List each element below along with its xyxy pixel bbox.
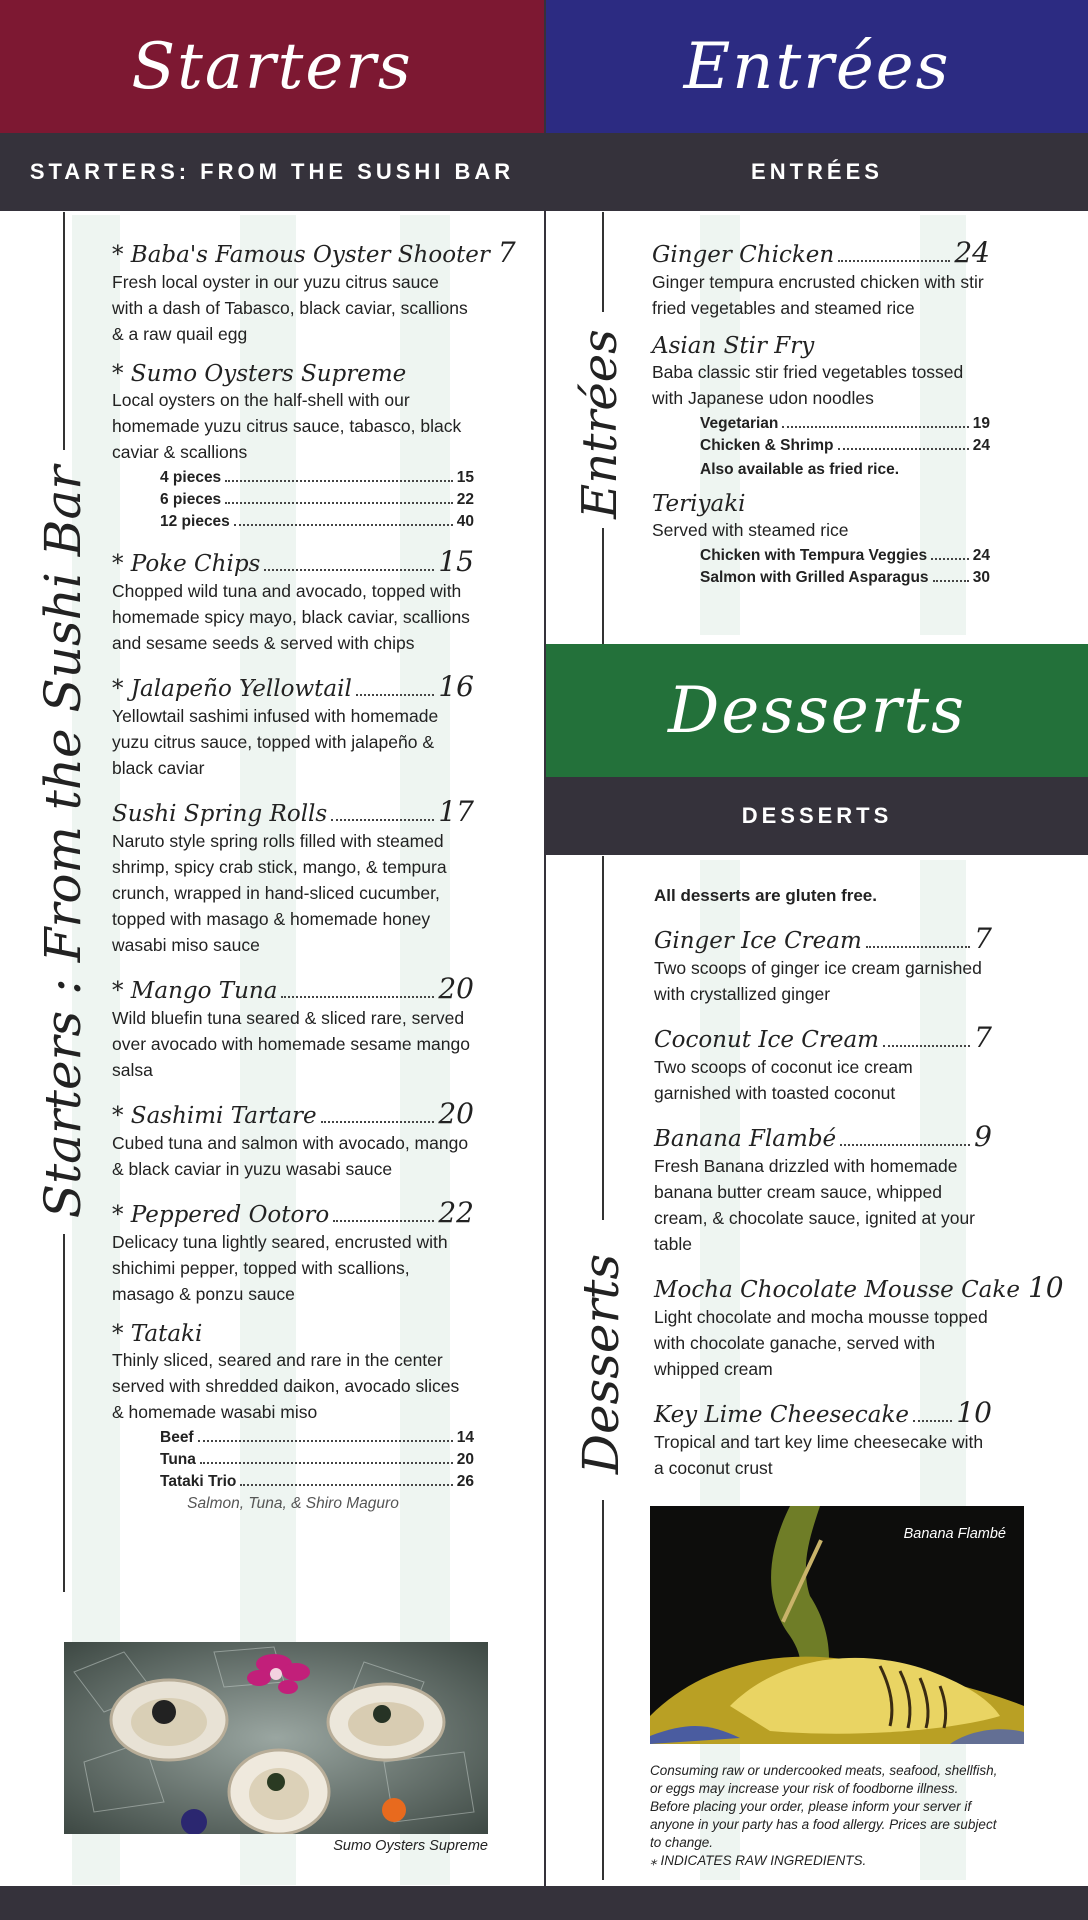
menu-item-name: Banana Flambé bbox=[654, 1126, 837, 1152]
leader-dots bbox=[838, 260, 950, 262]
menu-item bbox=[112, 1196, 474, 1307]
leader-dots bbox=[356, 694, 435, 696]
menu-item-description: Light chocolate and mocha mousse topped with chocolate ganache, served with whipped cream bbox=[654, 1307, 988, 1379]
menu-item-name: Ginger Ice Cream bbox=[654, 928, 862, 954]
menu-item-name: Key Lime Cheesecake bbox=[654, 1402, 910, 1428]
desserts-banner: Desserts bbox=[546, 644, 1088, 777]
menu-item-name: Teriyaki bbox=[652, 491, 746, 517]
raw-ingredients-note: ⁎ INDICATES RAW INGREDIENTS. bbox=[650, 1853, 867, 1868]
menu-item bbox=[112, 1097, 474, 1182]
entrees-side-title: Entrées bbox=[572, 329, 628, 519]
menu-item-header bbox=[112, 972, 474, 1005]
menu-item-price: 7 bbox=[497, 236, 516, 269]
menu-item-options bbox=[160, 469, 474, 531]
entrees-menu bbox=[652, 236, 990, 599]
option-row bbox=[700, 415, 990, 433]
starters-menu bbox=[112, 236, 516, 1527]
menu-item-name: Ginger Chicken bbox=[652, 242, 835, 268]
menu-item-name: * Mango Tuna bbox=[112, 978, 278, 1004]
option-price: 19 bbox=[972, 415, 990, 432]
menu-item-note: Also available as fried rice. bbox=[700, 461, 900, 478]
menu-item-header bbox=[654, 1021, 992, 1054]
menu-item-options bbox=[700, 415, 990, 455]
menu-item-description: Ginger tempura encrusted chicken with stir fried vegetables and steamed rice bbox=[652, 272, 984, 318]
starters-subbanner: STARTERS: FROM THE SUSHI BAR bbox=[0, 133, 544, 211]
menu-item-description: Thinly sliced, seared and rare in the center served with shredded daikon, avocado slices & homemade wasabi miso bbox=[112, 1350, 460, 1422]
menu-item bbox=[652, 491, 990, 587]
menu-item-name: Mocha Chocolate Mousse Cake bbox=[654, 1277, 1020, 1303]
option-label: Tataki Trio bbox=[160, 1473, 237, 1490]
option-label: Chicken & Shrimp bbox=[700, 437, 834, 454]
disclaimer bbox=[650, 1762, 1000, 1870]
menu-item-header bbox=[112, 1321, 474, 1347]
leader-dots bbox=[198, 1440, 453, 1442]
menu-item-header bbox=[112, 545, 474, 578]
menu-item-description: Two scoops of ginger ice cream garnished with crystallized ginger bbox=[654, 958, 982, 1004]
menu-item-price: 24 bbox=[954, 236, 990, 269]
column-divider bbox=[544, 0, 546, 1888]
leader-dots bbox=[866, 946, 970, 948]
banana-flambe-caption: Banana Flambé bbox=[903, 1526, 1006, 1542]
menu-item-price: 10 bbox=[956, 1396, 992, 1429]
menu-item-price: 15 bbox=[438, 545, 474, 578]
menu-item-header bbox=[112, 361, 474, 387]
menu-item-price: 9 bbox=[974, 1120, 992, 1153]
menu-item bbox=[112, 972, 474, 1083]
desserts-side-line-top bbox=[602, 856, 604, 1220]
leader-dots bbox=[200, 1462, 453, 1464]
menu-item-description: Local oysters on the half-shell with our homemade yuzu citrus sauce, tabasco, black caviar & scallions bbox=[112, 390, 462, 462]
menu-item-name: * Peppered Ootoro bbox=[112, 1202, 330, 1228]
menu-item bbox=[112, 236, 516, 347]
leader-dots bbox=[333, 1220, 434, 1222]
menu-item-header bbox=[654, 1271, 1064, 1304]
leader-dots bbox=[321, 1121, 435, 1123]
leader-dots bbox=[234, 524, 453, 526]
leader-dots bbox=[913, 1420, 952, 1422]
menu-item-description: Yellowtail sashimi infused with homemade yuzu citrus sauce, topped with jalapeño & black caviar bbox=[112, 706, 439, 778]
option-price: 40 bbox=[456, 513, 474, 530]
menu-item-description: Delicacy tuna lightly seared, encrusted with shichimi pepper, topped with scallions, masago & ponzu sauce bbox=[112, 1232, 448, 1304]
option-label: Tuna bbox=[160, 1451, 196, 1468]
desserts-intro: All desserts are gluten free. bbox=[654, 886, 877, 905]
leader-dots bbox=[240, 1484, 452, 1486]
menu-item bbox=[112, 795, 474, 958]
option-price: 20 bbox=[456, 1451, 474, 1468]
option-row bbox=[160, 1429, 474, 1447]
menu-item-description: Served with steamed rice bbox=[652, 520, 849, 540]
menu-item-name: Asian Stir Fry bbox=[652, 333, 815, 359]
menu-item bbox=[112, 361, 474, 531]
option-label: Salmon with Grilled Asparagus bbox=[700, 569, 929, 586]
menu-item-name: Sushi Spring Rolls bbox=[112, 801, 328, 827]
option-price: 26 bbox=[456, 1473, 474, 1490]
menu-item-price: 22 bbox=[438, 1196, 474, 1229]
option-price: 22 bbox=[456, 491, 474, 508]
menu-item-name: * Poke Chips bbox=[112, 551, 261, 577]
leader-dots bbox=[883, 1045, 970, 1047]
starters-side-title: Starters : From the Sushi Bar bbox=[34, 465, 92, 1219]
menu-item-description: Tropical and tart key lime cheesecake with a coconut crust bbox=[654, 1432, 984, 1478]
entrees-banner: Entrées bbox=[546, 0, 1088, 133]
option-row bbox=[160, 513, 474, 531]
menu-item-header bbox=[654, 922, 992, 955]
menu-item-description: Baba classic stir fried vegetables tossed with Japanese udon noodles bbox=[652, 362, 964, 408]
menu-item-description: Fresh Banana drizzled with homemade banana butter cream sauce, whipped cream, & chocolate sauce, ignited at your table bbox=[654, 1156, 976, 1254]
option-row bbox=[700, 547, 990, 565]
menu-item bbox=[652, 333, 990, 479]
option-label: Beef bbox=[160, 1429, 194, 1446]
option-label: 4 pieces bbox=[160, 469, 222, 486]
menu-item-price: 20 bbox=[438, 1097, 474, 1130]
disclaimer-text: Consuming raw or undercooked meats, seafood, shellfish, or eggs may increase your risk of foodborne illness. Before placing your order, please inform your server if anyone in your party has a food allergy. Prices are subject to change. bbox=[650, 1763, 998, 1850]
menu-item-note: Salmon, Tuna, & Shiro Maguro bbox=[187, 1495, 399, 1512]
menu-item-description: Chopped wild tuna and avocado, topped with homemade spicy mayo, black caviar, scallions and sesame seeds & served with chips bbox=[112, 581, 470, 653]
menu-item-description: Cubed tuna and salmon with avocado, mango & black caviar in yuzu wasabi sauce bbox=[112, 1133, 469, 1179]
desserts-menu bbox=[654, 922, 1064, 1495]
menu-item-header bbox=[652, 236, 990, 269]
menu-item-header bbox=[654, 1396, 992, 1429]
menu-item-header bbox=[112, 795, 474, 828]
desserts-side-title: Desserts bbox=[572, 1253, 630, 1475]
menu-item bbox=[654, 1120, 992, 1257]
menu-item-options bbox=[160, 1429, 474, 1491]
menu-item-name: * Jalapeño Yellowtail bbox=[112, 676, 352, 702]
leader-dots bbox=[264, 569, 434, 571]
option-label: Chicken with Tempura Veggies bbox=[700, 547, 928, 564]
menu-item-price: 7 bbox=[974, 1021, 992, 1054]
starters-side-line-bottom bbox=[63, 1234, 65, 1592]
leader-dots bbox=[281, 996, 434, 998]
option-row bbox=[160, 1473, 474, 1491]
menu-item bbox=[654, 1021, 992, 1106]
menu-item bbox=[112, 670, 474, 781]
starters-banner: Starters bbox=[0, 0, 544, 133]
menu-item-description: Wild bluefin tuna seared & sliced rare, served over avocado with homemade sesame mango salsa bbox=[112, 1008, 470, 1080]
menu-item-price: 10 bbox=[1027, 1271, 1064, 1304]
option-label: 12 pieces bbox=[160, 513, 230, 530]
bottom-bar bbox=[0, 1886, 1088, 1920]
menu-item-name: Coconut Ice Cream bbox=[654, 1027, 879, 1053]
option-price: 15 bbox=[456, 469, 474, 486]
menu-item-price: 16 bbox=[438, 670, 474, 703]
menu-item-name: * Sashimi Tartare bbox=[112, 1103, 317, 1129]
menu-item-header bbox=[652, 333, 990, 359]
menu-item-name: * Sumo Oysters Supreme bbox=[112, 361, 407, 387]
menu-item-options bbox=[700, 547, 990, 587]
option-row bbox=[160, 1451, 474, 1469]
menu-item bbox=[652, 236, 990, 321]
sumo-oysters-photo bbox=[64, 1642, 488, 1834]
menu-item-price: 7 bbox=[974, 922, 992, 955]
sumo-oysters-caption: Sumo Oysters Supreme bbox=[333, 1838, 488, 1854]
menu-item-header bbox=[652, 491, 990, 517]
menu-item-header bbox=[112, 236, 516, 269]
menu-item bbox=[654, 1396, 992, 1481]
option-price: 14 bbox=[456, 1429, 474, 1446]
leader-dots bbox=[782, 426, 968, 428]
entrees-side-line-top bbox=[602, 212, 604, 312]
leader-dots bbox=[838, 448, 969, 450]
option-row bbox=[700, 437, 990, 455]
desserts-subbanner: DESSERTS bbox=[546, 777, 1088, 855]
leader-dots bbox=[933, 580, 969, 582]
option-price: 30 bbox=[972, 569, 990, 586]
menu-item-description: Two scoops of coconut ice cream garnished with toasted coconut bbox=[654, 1057, 913, 1103]
entrees-side-line-bottom bbox=[602, 528, 604, 644]
leader-dots bbox=[931, 558, 969, 560]
starters-side-line-top bbox=[63, 212, 65, 450]
option-label: Vegetarian bbox=[700, 415, 779, 432]
menu-item-name: * Tataki bbox=[112, 1321, 203, 1347]
menu-item-name: * Baba's Famous Oyster Shooter bbox=[112, 242, 490, 268]
menu-item bbox=[654, 1271, 1064, 1382]
desserts-side-line-bottom bbox=[602, 1500, 604, 1880]
leader-dots bbox=[840, 1144, 970, 1146]
menu-item-header bbox=[654, 1120, 992, 1153]
menu-item-header bbox=[112, 1097, 474, 1130]
option-row bbox=[160, 469, 474, 487]
menu-item-price: 17 bbox=[438, 795, 474, 828]
menu-item bbox=[654, 922, 992, 1007]
option-price: 24 bbox=[972, 547, 990, 564]
option-row bbox=[160, 491, 474, 509]
leader-dots bbox=[225, 502, 453, 504]
menu-item bbox=[112, 1321, 474, 1513]
menu-item bbox=[112, 545, 474, 656]
menu-item-header bbox=[112, 670, 474, 703]
menu-item-description: Naruto style spring rolls filled with steamed shrimp, spicy crab stick, mango, & tempura crunch, wrapped in hand-sliced cucumber, topped with masago & homemade honey wasabi miso sauce bbox=[112, 831, 447, 955]
option-row bbox=[700, 569, 990, 587]
leader-dots bbox=[331, 819, 434, 821]
menu-item-description: Fresh local oyster in our yuzu citrus sauce with a dash of Tabasco, black caviar, scallions & a raw quail egg bbox=[112, 272, 468, 344]
option-price: 24 bbox=[972, 437, 990, 454]
entrees-subbanner: ENTRÉES bbox=[546, 133, 1088, 211]
option-label: 6 pieces bbox=[160, 491, 222, 508]
leader-dots bbox=[225, 480, 453, 482]
menu-item-price: 20 bbox=[438, 972, 474, 1005]
menu-item-header bbox=[112, 1196, 474, 1229]
